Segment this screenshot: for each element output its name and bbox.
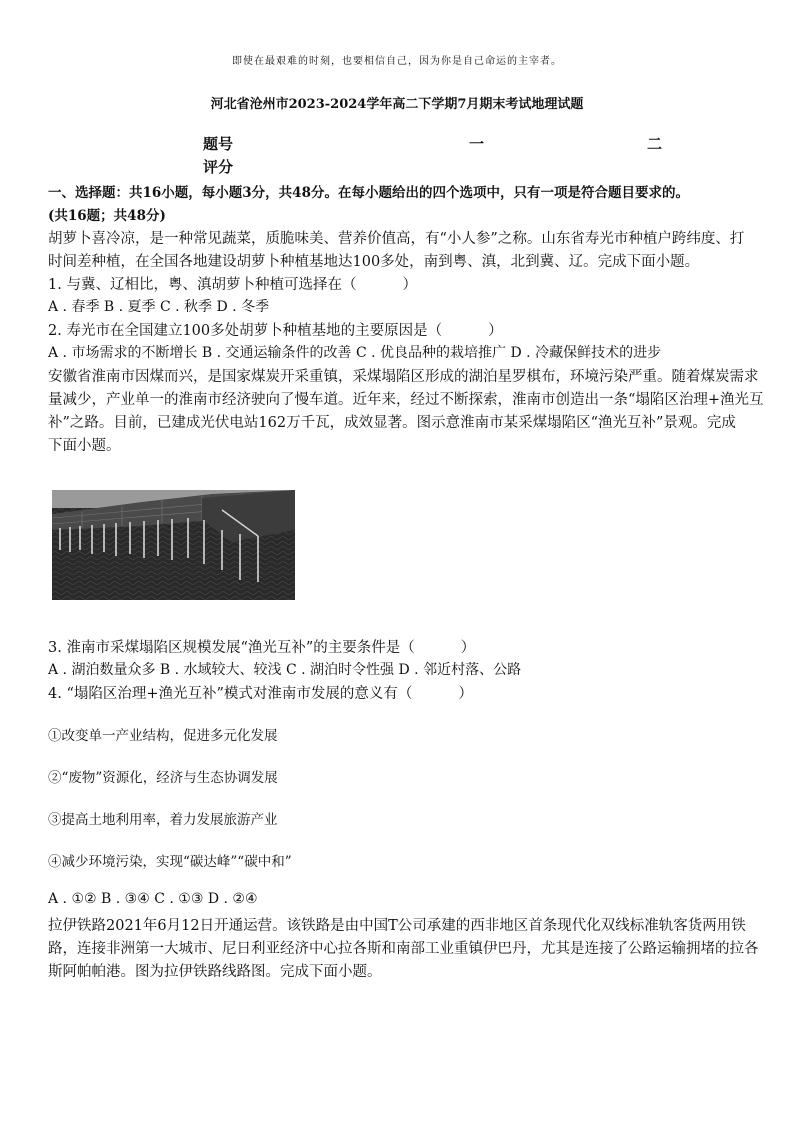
score-table-row-label: 评分 (203, 158, 234, 176)
passage1-line: 胡萝卜喜冷凉，是一种常见蔬菜，质脆味美、营养价值高，有“小人参”之称。山东省寿光市种植户跨纬度、打 (48, 231, 745, 247)
passage3-line: 路，连接非洲第一大城市、尼日利亚经济中心拉各斯和南部工业重镇伊巴丹，尤其是连接了公路运输拥堵的拉各 (48, 941, 759, 957)
question-1-stem-text: 1. 与冀、辽相比，粤、滇胡萝卜种植可选择在（ (48, 277, 357, 293)
fishery-solar-photo (52, 490, 295, 600)
question-2-options: A . 市场需求的不断增长 B . 交通运输条件的改善 C . 优良品种的栽培推广 D . 冷藏保鲜技术的进步 (48, 345, 662, 361)
score-table-col-1: 一 (469, 135, 485, 153)
passage2-line: 安徽省淮南市因煤而兴，是国家煤炭开采重镇，采煤塌陷区形成的湖泊星罗棋布，环境污染严重。随着煤炭需求 (48, 369, 759, 385)
question-2-stem (48, 319, 503, 340)
passage2-line: 下面小题。 (48, 438, 121, 454)
question-1-options: A . 春季 B . 夏季 C . 秋季 D . 冬季 (48, 299, 270, 315)
section-heading: 一、选择题：共16小题，每小题3分，共48分。在每小题给出的四个选项中，只有一项是符合题目要求的。 (48, 185, 689, 201)
exam-title: 河北省沧州市2023-2024学年高二下学期7月期末考试地理试题 (210, 97, 584, 112)
score-table-col-2: 二 (647, 135, 663, 153)
question-1-stem (48, 273, 417, 294)
question-1-stem-close: ） (402, 277, 417, 293)
passage2-line: 补”之路。目前，已建成光伏电站162万千瓦，成效显著。图示意淮南市某采煤塌陷区“渔光互补”景观。完成 (48, 415, 736, 431)
section-subheading: (共16题；共48分) (48, 208, 166, 224)
question-2-stem-text: 2. 寿光市在全国建立100多处胡萝卜种植基地的主要原因是（ (48, 323, 443, 339)
question-4-stem-close: ） (458, 686, 473, 702)
question-3-options: A . 湖泊数量众多 B . 水域较大、较浅 C . 湖泊时令性强 D . 邻近村落、公路 (48, 662, 522, 678)
question-3-stem-close: ） (460, 640, 476, 656)
passage3-line: 斯阿帕帕港。图为拉伊铁路线路图。完成下面小题。 (48, 964, 382, 980)
question-2-stem-close: ） (488, 323, 503, 339)
passage3-line: 拉伊铁路2021年6月12日开通运营。该铁路是由中国T公司承建的西非地区首条现代化双线标准轨客货两用铁 (48, 918, 746, 934)
page-motto: 即使在最艰难的时刻，也要相信自己，因为你是自己命运的主宰者。 (232, 56, 562, 67)
passage1-line: 时间差种植，在全国各地建设胡萝卜种植基地达100多处，南到粤、滇，北到冀、辽。完成下面小题。 (48, 254, 700, 270)
question-4-stem (48, 682, 473, 703)
question-4-item: ④减少环境污染，实现“碳达峰”“碳中和” (48, 854, 292, 870)
question-4-options: A . ①② B . ③④ C . ①③ D . ②④ (48, 891, 258, 907)
question-4-item: ①改变单一产业结构，促进多元化发展 (48, 728, 278, 744)
question-3-stem (48, 636, 475, 657)
question-4-stem-text: 4. “塌陷区治理+渔光互补”模式对淮南市发展的意义有（ (48, 686, 413, 702)
question-3-stem-text: 3. 淮南市采煤塌陷区规模发展“渔光互补”的主要条件是（ (48, 640, 415, 656)
question-4-item: ③提高土地利用率，着力发展旅游产业 (48, 812, 278, 828)
passage2-line: 量减少，产业单一的淮南市经济驶向了慢车道。近年来，经过不断探索，淮南市创造出一条“塌陷区治理+渔光互 (48, 392, 764, 408)
score-table-header-label: 题号 (203, 135, 234, 153)
question-4-item: ②“废物”资源化，经济与生态协调发展 (48, 770, 278, 786)
